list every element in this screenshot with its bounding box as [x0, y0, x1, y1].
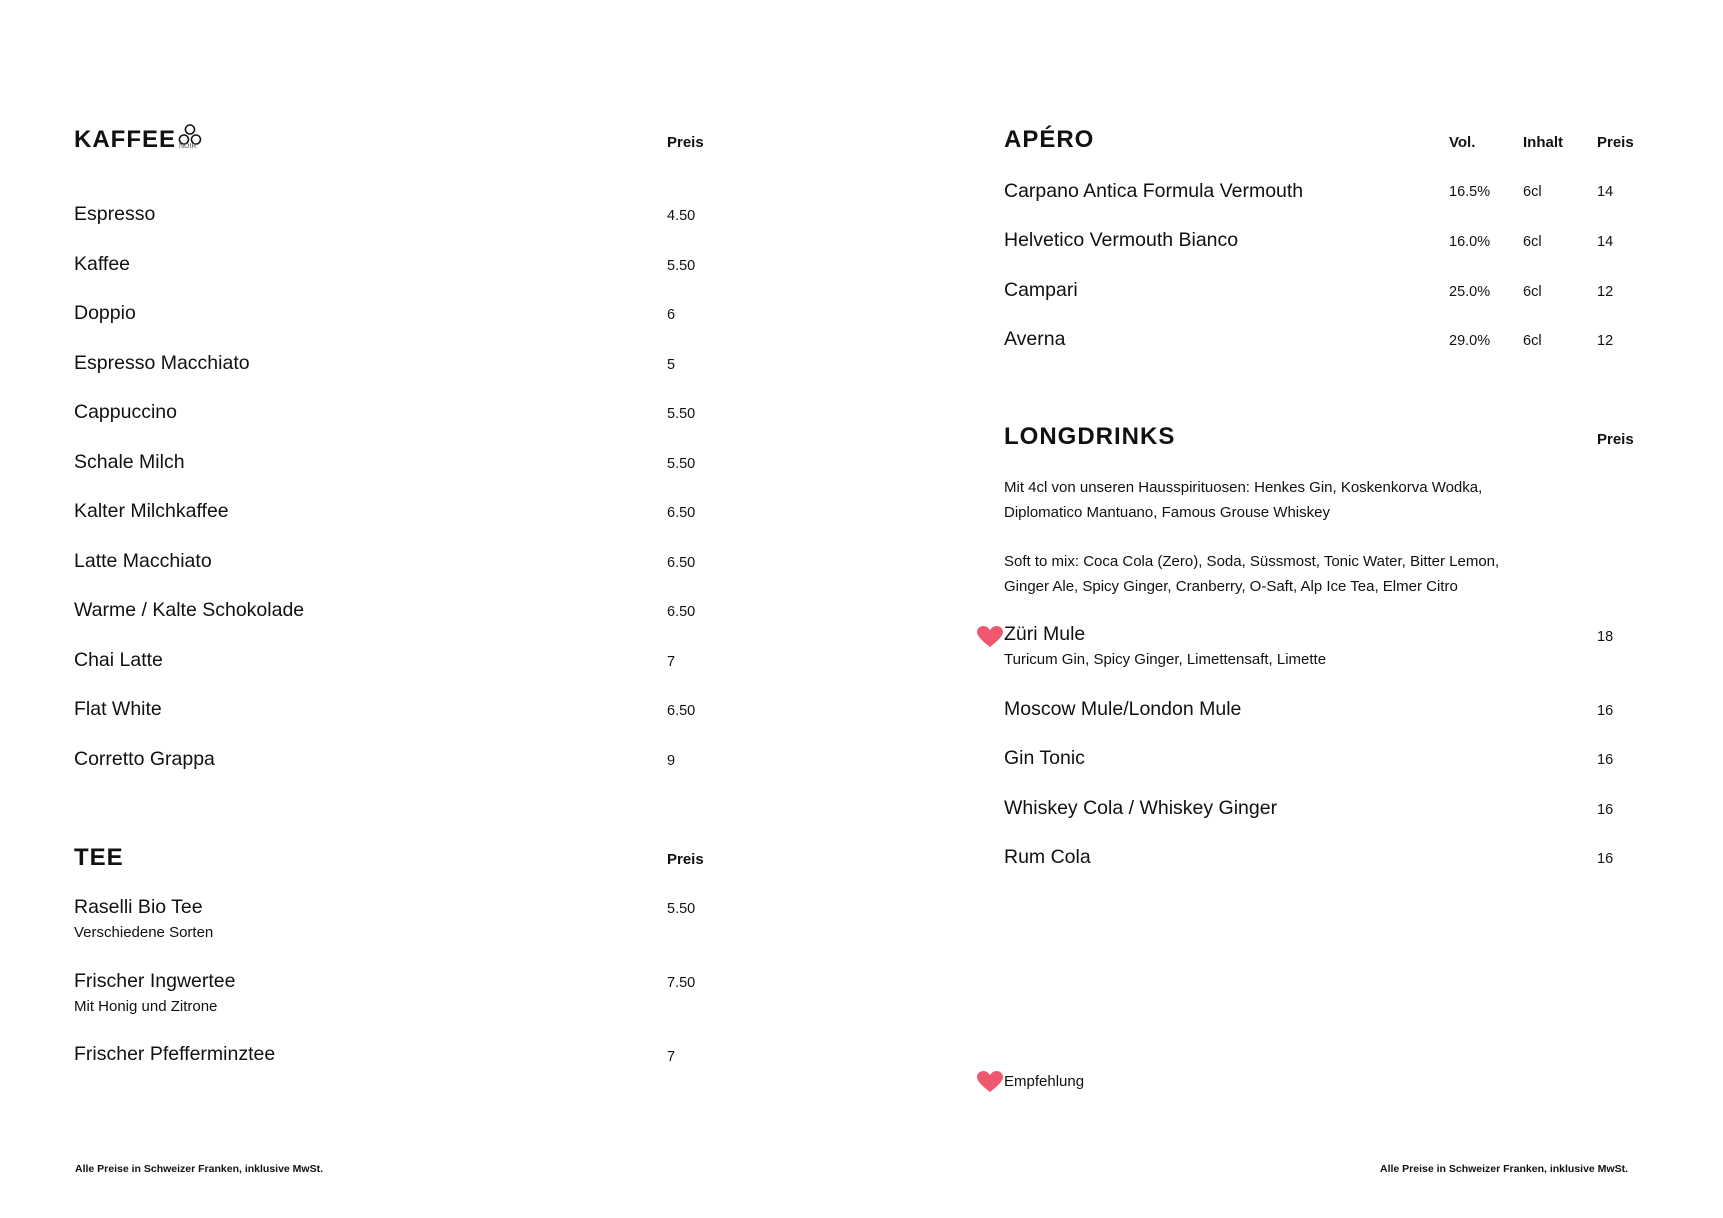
heart-icon: [977, 626, 1003, 648]
tee-item-price: 7.50: [667, 975, 696, 991]
kaffee-item-name: Chai Latte: [74, 649, 163, 671]
apero-item-price: 14: [1597, 234, 1614, 250]
apero-item-inhalt: 6cl: [1523, 284, 1542, 300]
logo-text: NOIR: [179, 143, 197, 150]
kaffee-item-price: 9: [667, 753, 676, 769]
longdrinks-item-name: Rum Cola: [1004, 846, 1091, 868]
apero-item-vol: 25.0%: [1449, 284, 1491, 300]
longdrinks-item-name: Moscow Mule/London Mule: [1004, 698, 1242, 720]
kaffee-item-price: 4.50: [667, 208, 696, 224]
longdrinks-item-price: 16: [1597, 851, 1614, 867]
kaffee-item-name: Espresso: [74, 203, 156, 225]
apero-item-name: Carpano Antica Formula Vermouth: [1004, 180, 1304, 202]
tee-item-name: Raselli Bio Tee: [74, 896, 203, 918]
longdrinks-item-price: 16: [1597, 752, 1614, 768]
apero-item-vol: 16.5%: [1449, 184, 1491, 200]
longdrinks-description-2-line-1: Soft to mix: Coca Cola (Zero), Soda, Süssmost, Tonic Water, Bitter Lemon,: [1004, 553, 1500, 570]
longdrinks-price-header: Preis: [1597, 431, 1634, 448]
kaffee-item-name: Latte Macchiato: [74, 550, 212, 572]
kaffee-item-name: Espresso Macchiato: [74, 352, 250, 374]
longdrinks-item-name: Gin Tonic: [1004, 747, 1085, 769]
apero-vol-header: Vol.: [1449, 134, 1476, 151]
apero-item-inhalt: 6cl: [1523, 333, 1542, 349]
tee-item-name: Frischer Ingwertee: [74, 970, 236, 992]
noir-logo: [175, 122, 205, 154]
apero-item-vol: 16.0%: [1449, 234, 1491, 250]
apero-item-name: Campari: [1004, 279, 1078, 301]
apero-item-inhalt: 6cl: [1523, 184, 1542, 200]
kaffee-title: KAFFEE: [74, 126, 176, 153]
kaffee-item-name: Flat White: [74, 698, 162, 720]
apero-price-header: Preis: [1597, 134, 1634, 151]
kaffee-item-name: Kaffee: [74, 253, 131, 275]
kaffee-item-name: Doppio: [74, 302, 136, 324]
tee-item-price: 7: [667, 1049, 676, 1065]
legend-heart-icon: [977, 1071, 1003, 1093]
apero-item-price: 14: [1597, 184, 1614, 200]
kaffee-item-name: Warme / Kalte Schokolade: [74, 599, 305, 621]
kaffee-item-name: Schale Milch: [74, 451, 185, 473]
kaffee-item-name: Cappuccino: [74, 401, 177, 423]
apero-inhalt-header: Inhalt: [1523, 134, 1563, 151]
kaffee-item-name: Kalter Milchkaffee: [74, 500, 229, 522]
apero-item-inhalt: 6cl: [1523, 234, 1542, 250]
tee-item-name: Frischer Pfefferminztee: [74, 1043, 276, 1065]
tee-title: TEE: [74, 844, 124, 871]
kaffee-item-price: 6.50: [667, 703, 696, 719]
longdrinks-item-name: Züri Mule: [1004, 623, 1086, 645]
apero-item-vol: 29.0%: [1449, 333, 1491, 349]
kaffee-item-price: 6.50: [667, 555, 696, 571]
longdrinks-title: LONGDRINKS: [1004, 423, 1176, 450]
kaffee-item-price: 6: [667, 307, 676, 323]
kaffee-item-price: 5.50: [667, 406, 696, 422]
footer-left: Alle Preise in Schweizer Franken, inklusive MwSt.: [75, 1163, 324, 1175]
apero-item-name: Averna: [1004, 328, 1066, 350]
kaffee-price-header: Preis: [667, 134, 704, 151]
longdrinks-description-1-line-1: Mit 4cl von unseren Hausspirituosen: Henkes Gin, Koskenkorva Wodka,: [1004, 479, 1483, 496]
kaffee-item-name: Corretto Grappa: [74, 748, 215, 770]
longdrinks-item-price: 18: [1597, 629, 1614, 645]
legend-label: Empfehlung: [1004, 1073, 1085, 1090]
kaffee-item-price: 6.50: [667, 505, 696, 521]
tee-item-sub: Verschiedene Sorten: [74, 924, 214, 941]
kaffee-item-price: 7: [667, 654, 676, 670]
longdrinks-description-2-line-2: Ginger Ale, Spicy Ginger, Cranberry, O-Saft, Alp Ice Tea, Elmer Citro: [1004, 578, 1458, 595]
longdrinks-description-1-line-2: Diplomatico Mantuano, Famous Grouse Whiskey: [1004, 504, 1330, 521]
kaffee-item-price: 6.50: [667, 604, 696, 620]
longdrinks-item-price: 16: [1597, 802, 1614, 818]
longdrinks-item-name: Whiskey Cola / Whiskey Ginger: [1004, 797, 1278, 819]
longdrinks-item-sub: Turicum Gin, Spicy Ginger, Limettensaft, Limette: [1004, 651, 1327, 668]
tee-item-sub: Mit Honig und Zitrone: [74, 998, 218, 1015]
tee-price-header: Preis: [667, 851, 704, 868]
kaffee-item-price: 5.50: [667, 258, 696, 274]
apero-item-name: Helvetico Vermouth Bianco: [1004, 229, 1239, 251]
apero-item-price: 12: [1597, 284, 1614, 300]
apero-title: APÉRO: [1004, 126, 1095, 153]
apero-item-price: 12: [1597, 333, 1614, 349]
tee-item-price: 5.50: [667, 901, 696, 917]
footer-right: Alle Preise in Schweizer Franken, inklusive MwSt.: [1380, 1163, 1629, 1175]
kaffee-item-price: 5.50: [667, 456, 696, 472]
kaffee-item-price: 5: [667, 357, 676, 373]
longdrinks-item-price: 16: [1597, 703, 1614, 719]
